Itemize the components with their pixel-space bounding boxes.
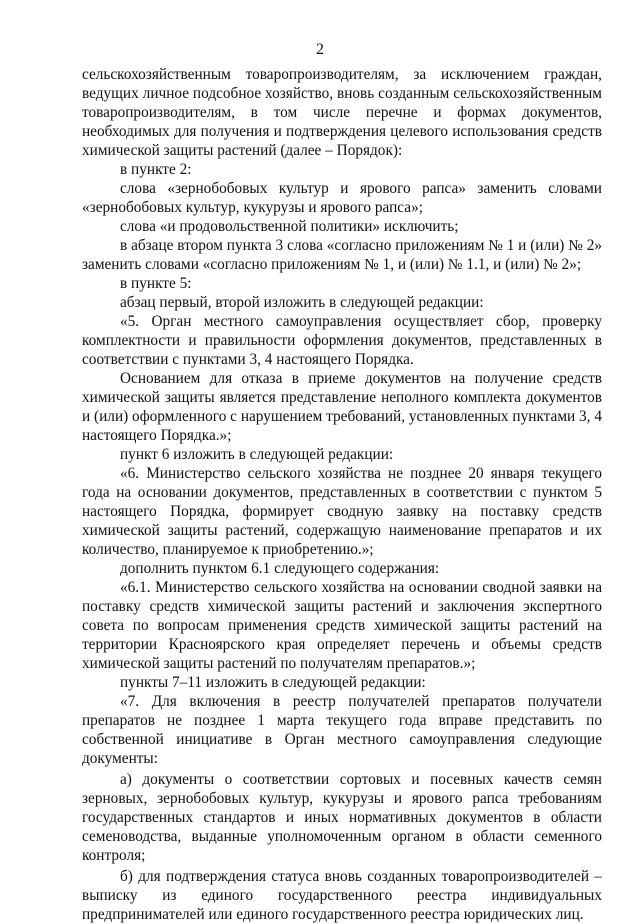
paragraph-17: б) для подтверждения статуса вновь созданных товаропроизводителей – выписку из единого государственного реестра индивидуальных предпринимателей или единого государственного реестра юридических лиц.: [82, 868, 602, 923]
paragraph-16: а) документы о соответствии сортовых и посевных качеств семян зерновых, зернобобовых культур, кукурузы и ярового рапса требованиям государственных стандартов и иных нормативных документов в области семеноводства, выданные уполномоченным органом в области семенного контроля;: [82, 771, 602, 864]
paragraph-6: в пункте 5:: [120, 275, 192, 292]
paragraph-10: пункт 6 изложить в следующей редакции:: [120, 446, 394, 463]
paragraph-4: слова «и продовольственной политики» исключить;: [120, 218, 459, 235]
paragraph-1: сельскохозяйственным товаропроизводителям, за исключением граждан, ведущих личное подсобное хозяйство, вновь созданным сельскохозяйственным товаропроизводителям, в том числе перечне и формах документов, необходимых для получения и подтверждения целевого использования средств химической защиты растений (далее – Порядок):: [82, 66, 602, 159]
paragraph-7: абзац первый, второй изложить в следующей редакции:: [120, 294, 484, 311]
paragraph-9: Основанием для отказа в приеме документов на получение средств химической защиты является представление неполного комплекта документов и (или) оформленного с нарушением требований, установленных пунктами 3, 4 настоящего Порядка.»;: [82, 370, 602, 444]
paragraph-11: «6. Министерство сельского хозяйства не позднее 20 января текущего года на основании документов, представленных в соответствии с пунктом 5 настоящего Порядка, формирует сводную заявку на поставку средств химической защиты растений, содержащую наименование препаратов и их количество, планируемое к приобретению.»;: [82, 465, 602, 558]
document-body: [82, 65, 602, 924]
paragraph-5: в абзаце втором пункта 3 слова «согласно приложениям № 1 и (или) № 2» заменить словами «согласно приложениям № 1, и (или) № 1.1, и (или) № 2»;: [82, 237, 602, 273]
page-number: 2: [316, 41, 324, 58]
paragraph-3: слова «зернобобовых культур и ярового рапса» заменить словами «зернобобовых культур, кукурузы и ярового рапса»;: [82, 180, 602, 216]
paragraph-13: «6.1. Министерство сельского хозяйства на основании сводной заявки на поставку средств химической защиты растений и заключения экспертного совета по вопросам применения средств химической защиты растений на территории Красноярского края определяет перечень и объемы средств химической защиты растений по получателям препаратов.»;: [82, 579, 602, 672]
paragraph-8: «5. Орган местного самоуправления осуществляет сбор, проверку комплектности и правильности оформления документов, представленных в соответствии с пунктами 3, 4 настоящего Порядка.: [82, 313, 602, 368]
paragraph-2: в пункте 2:: [120, 161, 192, 178]
paragraph-12: дополнить пунктом 6.1 следующего содержания:: [120, 560, 440, 577]
paragraph-15: «7. Для включения в реестр получателей препаратов получатели препаратов не позднее 1 марта текущего года вправе представить по собственной инициативе в Орган местного самоуправления следующие документы:: [82, 693, 602, 767]
paragraph-14: пункты 7–11 изложить в следующей редакции:: [120, 674, 426, 691]
